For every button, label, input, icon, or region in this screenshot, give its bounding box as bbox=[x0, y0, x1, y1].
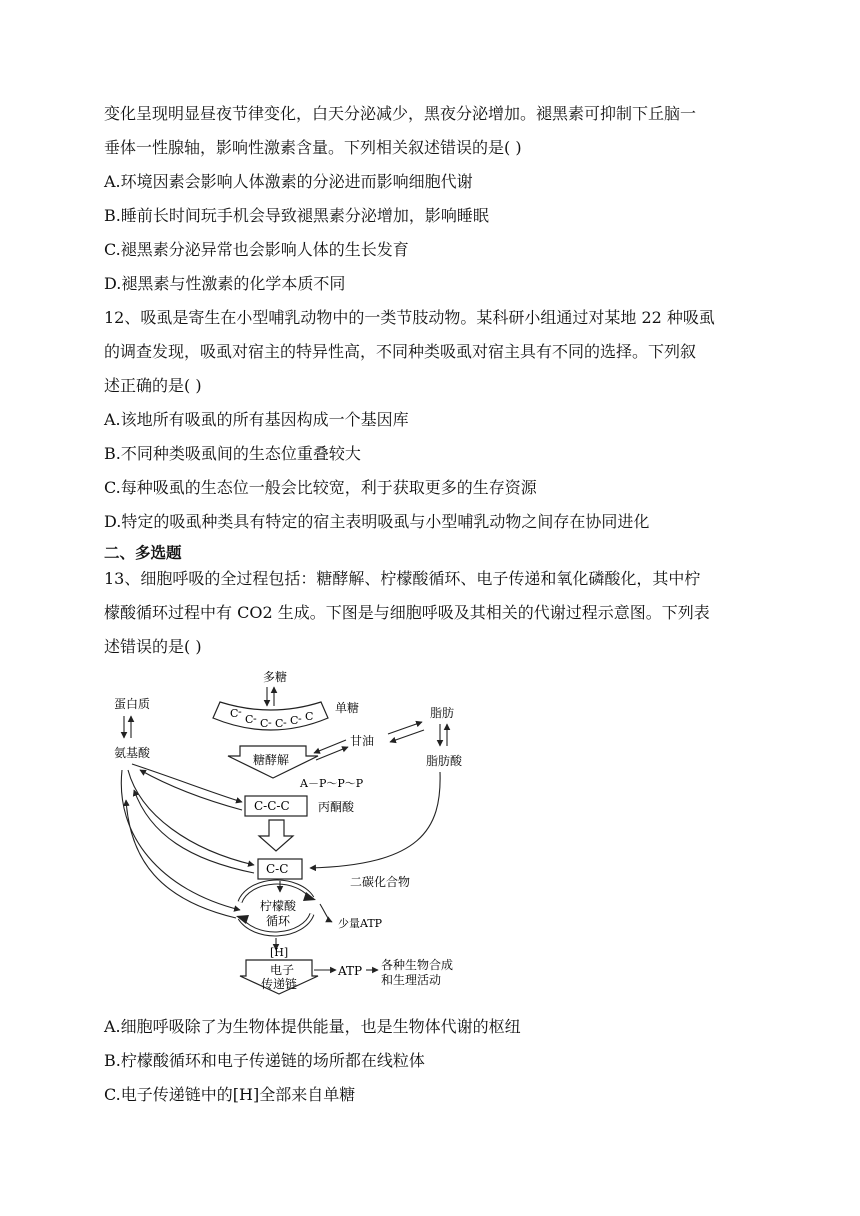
svg-text:C-C-C: C-C-C bbox=[254, 799, 290, 813]
cell-respiration-diagram bbox=[100, 660, 480, 1000]
question-12-text-line-1: 12、吸虱是寄生在小型哺乳动物中的一类节肢动物。某科研小组通过对某地 22 种吸虱 bbox=[104, 308, 715, 327]
svg-text:C: C bbox=[305, 710, 314, 723]
svg-text:C: C bbox=[245, 713, 254, 726]
fatty-acid-label: 脂肪酸 bbox=[426, 754, 463, 768]
svg-text:蛋白质: 蛋白质 bbox=[114, 697, 151, 711]
question-12-option-b: B.不同种类吸虱间的生态位重叠较大 bbox=[104, 444, 361, 463]
glycerol-label: 甘油 bbox=[350, 734, 375, 748]
amino-acid-label: 氨基酸 bbox=[114, 746, 151, 760]
question-13-option-a: A.细胞呼吸除了为生物体提供能量，也是生物体代谢的枢纽 bbox=[104, 1017, 521, 1036]
svg-text:二碳化合物: 二碳化合物 bbox=[350, 875, 411, 889]
svg-text:脂肪: 脂肪 bbox=[430, 706, 455, 720]
question-11-option-a: A.环境因素会影响人体激素的分泌进而影响细胞代谢 bbox=[104, 172, 473, 191]
question-11-text-line-1: 变化呈现明显昼夜节律变化，白天分泌减少，黑夜分泌增加。褪黑素可抑制下丘脑一 bbox=[104, 104, 697, 123]
svg-text:C-C: C-C bbox=[266, 862, 289, 876]
question-13-option-b: B.柠檬酸循环和电子传递链的场所都在线粒体 bbox=[104, 1051, 425, 1070]
atp-formula: A－P～P～P bbox=[300, 777, 364, 790]
svg-text:糖酵解: 糖酵解 bbox=[253, 753, 290, 767]
svg-text:单糖: 单糖 bbox=[335, 701, 360, 715]
question-12-option-d: D.特定的吸虱种类具有特定的宿主表明吸虱与小型哺乳动物之间存在协同进化 bbox=[104, 512, 650, 531]
question-11-option-d: D.褪黑素与性激素的化学本质不同 bbox=[104, 274, 346, 293]
small-atp-label: 少量ATP bbox=[338, 917, 383, 930]
svg-text:柠檬酸: 柠檬酸 bbox=[260, 899, 297, 913]
question-11-option-b: B.睡前长时间玩手机会导致褪黑素分泌增加，影响睡眠 bbox=[104, 206, 489, 225]
electron-transport-chain bbox=[240, 938, 453, 994]
svg-text:电子: 电子 bbox=[270, 963, 295, 977]
svg-text:C: C bbox=[230, 707, 239, 720]
question-12-option-c: C.每种吸虱的生态位一般会比较宽，利于获取更多的生存资源 bbox=[104, 478, 537, 497]
polysaccharide-node bbox=[263, 669, 287, 706]
biosynthesis-label-2: 和生理活动 bbox=[381, 973, 442, 987]
biosynthesis-label-1: 各种生物合成 bbox=[381, 958, 454, 972]
svg-text:C: C bbox=[275, 717, 284, 730]
protein-node bbox=[114, 696, 151, 760]
question-12-text-line-3: 述正确的是( ) bbox=[104, 376, 202, 395]
question-11-text-line-2: 垂体一性腺轴，影响性激素含量。下列相关叙述错误的是( ) bbox=[104, 138, 522, 157]
section-heading-multiple-choice: 二、多选题 bbox=[104, 544, 182, 562]
amino-acid-arrows bbox=[121, 764, 254, 918]
svg-text:C: C bbox=[290, 714, 299, 727]
question-12-option-a: A.该地所有吸虱的所有基因构成一个基因库 bbox=[104, 410, 409, 429]
question-11-option-c: C.褪黑素分泌异常也会影响人体的生长发育 bbox=[104, 240, 409, 259]
h-label: [H] bbox=[270, 946, 289, 959]
glycolysis-arrow bbox=[228, 746, 364, 790]
svg-text:丙酮酸: 丙酮酸 bbox=[318, 800, 355, 814]
question-13-option-c: C.电子传递链中的[H]全部来自单糖 bbox=[104, 1085, 356, 1104]
svg-text:-: - bbox=[238, 705, 242, 718]
svg-text:C: C bbox=[260, 717, 269, 730]
svg-text:-: - bbox=[253, 712, 257, 725]
question-13-text-line-2: 檬酸循环过程中有 CO2 生成。下图是与细胞呼吸及其相关的代谢过程示意图。下列表 bbox=[104, 603, 710, 622]
pyruvate-to-acetyl-arrow bbox=[259, 820, 293, 851]
svg-text:多糖: 多糖 bbox=[263, 670, 288, 684]
svg-text:循环: 循环 bbox=[266, 914, 291, 928]
question-13-text-line-1: 13、细胞呼吸的全过程包括：糖酵解、柠檬酸循环、电子传递和氧化磷酸化，其中柠 bbox=[104, 569, 701, 588]
question-13-text-line-3: 述错误的是( ) bbox=[104, 637, 202, 656]
monosaccharide-arc bbox=[213, 700, 359, 730]
svg-text:-: - bbox=[298, 712, 302, 725]
atp-label: ATP bbox=[338, 964, 363, 978]
question-12-text-line-2: 的调查发现，吸虱对宿主的特异性高，不同种类吸虱对宿主具有不同的选择。下列叙 bbox=[104, 342, 697, 361]
svg-text:传递链: 传递链 bbox=[261, 977, 298, 991]
svg-text:-: - bbox=[268, 716, 272, 729]
pyruvate-node bbox=[245, 796, 355, 816]
svg-text:-: - bbox=[283, 716, 287, 729]
